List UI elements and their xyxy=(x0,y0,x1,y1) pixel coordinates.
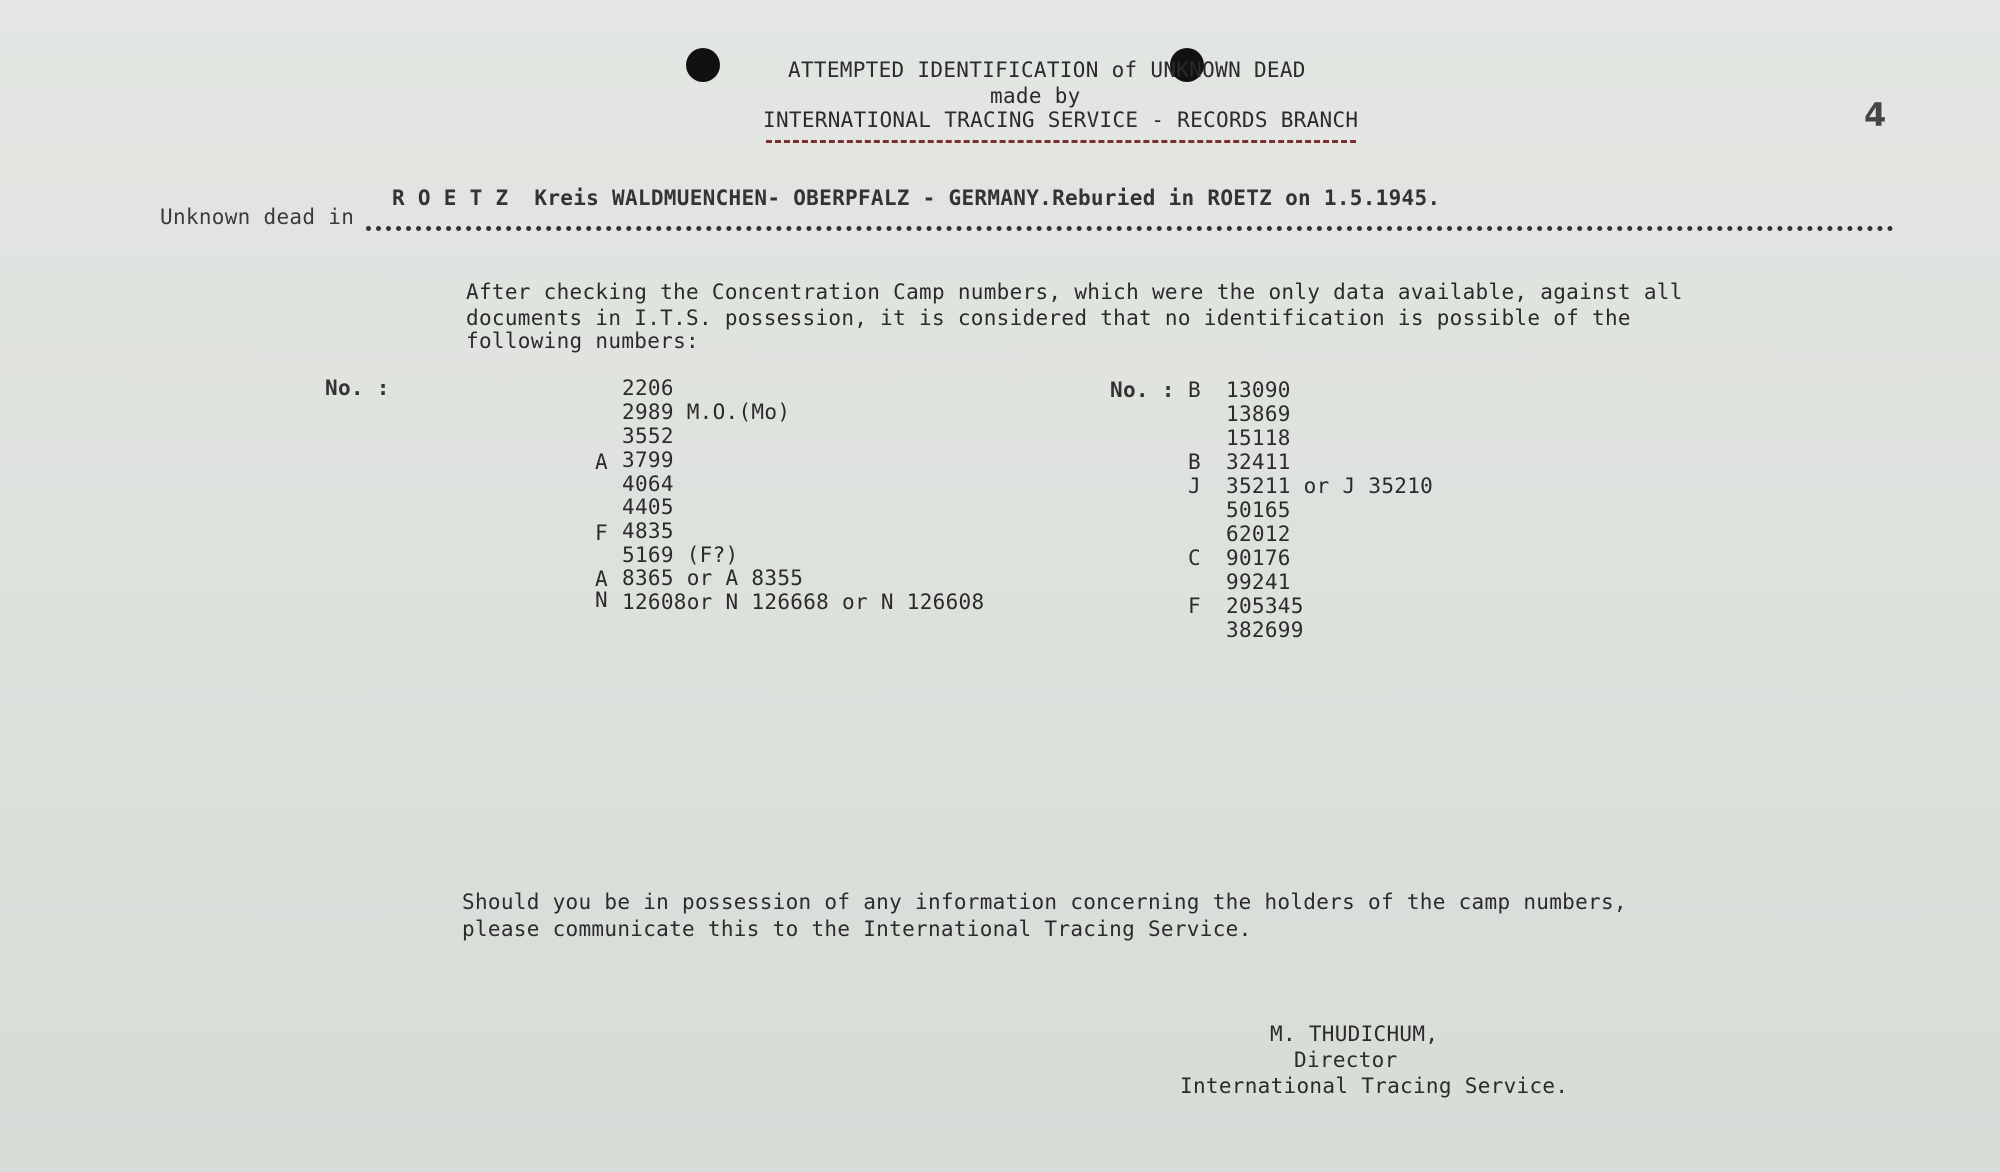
right-number: 99241 xyxy=(1226,570,1291,594)
right-prefix: J xyxy=(1188,474,1201,498)
location-label: Unknown dead in xyxy=(160,205,355,229)
signature-organization: International Tracing Service. xyxy=(1180,1074,1569,1098)
right-prefix: B xyxy=(1188,450,1201,474)
left-number: 3799 xyxy=(622,448,674,472)
right-number: 50165 xyxy=(1226,498,1291,522)
closing-line-1: Should you be in possession of any information concerning the holders of the camp numbers, xyxy=(462,890,1627,914)
document-title: ATTEMPTED IDENTIFICATION of UNKNOWN DEAD xyxy=(788,58,1306,82)
left-prefix: F xyxy=(595,521,608,545)
left-number: 2989 M.O.(Mo) xyxy=(622,400,791,424)
location-value: R O E T Z Kreis WALDMUENCHEN- OBERPFALZ - GERMANY.Reburied in ROETZ on 1.5.1945. xyxy=(392,186,1441,210)
left-number: 8365 or A 8355 xyxy=(622,566,804,590)
intro-line-3: following numbers: xyxy=(466,329,699,353)
right-number: 205345 xyxy=(1226,594,1304,618)
left-list-label: No. : xyxy=(325,376,390,400)
left-prefix: A xyxy=(595,567,608,591)
right-number: 62012 xyxy=(1226,522,1291,546)
intro-line-2: documents in I.T.S. possession, it is considered that no identification is possible of the xyxy=(466,306,1631,330)
intro-line-1: After checking the Concentration Camp numbers, which were the only data available, against all xyxy=(466,280,1683,304)
right-prefix: B xyxy=(1188,378,1201,402)
punch-hole-left xyxy=(686,48,720,82)
title-underline xyxy=(766,140,1356,143)
left-number: 4405 xyxy=(622,495,674,519)
left-number: 2206 xyxy=(622,376,674,400)
signature-title: Director xyxy=(1294,1048,1398,1072)
right-prefix: C xyxy=(1188,546,1201,570)
left-number: 12608or N 126668 or N 126608 xyxy=(622,590,985,614)
signature-name: M. THUDICHUM, xyxy=(1270,1022,1439,1046)
left-prefix: A xyxy=(595,450,608,474)
made-by-line: made by xyxy=(990,84,1081,108)
right-number: 15118 xyxy=(1226,426,1291,450)
right-number: 13869 xyxy=(1226,402,1291,426)
right-number: 32411 xyxy=(1226,450,1291,474)
right-list-label: No. : xyxy=(1110,378,1175,402)
left-number: 4835 xyxy=(622,519,674,543)
page-number: 4 xyxy=(1864,96,1887,134)
organization-line: INTERNATIONAL TRACING SERVICE - RECORDS BRANCH xyxy=(763,108,1359,132)
left-number: 5169 (F?) xyxy=(622,543,739,567)
left-prefix: N xyxy=(595,588,608,612)
right-prefix: F xyxy=(1188,594,1201,618)
right-number: 13090 xyxy=(1226,378,1291,402)
right-number: 90176 xyxy=(1226,546,1291,570)
right-number: 35211 or J 35210 xyxy=(1226,474,1434,498)
location-dotted-line xyxy=(366,226,1894,231)
left-number: 3552 xyxy=(622,424,674,448)
right-number: 382699 xyxy=(1226,618,1304,642)
left-number: 4064 xyxy=(622,472,674,496)
closing-line-2: please communicate this to the International Tracing Service. xyxy=(462,917,1252,941)
